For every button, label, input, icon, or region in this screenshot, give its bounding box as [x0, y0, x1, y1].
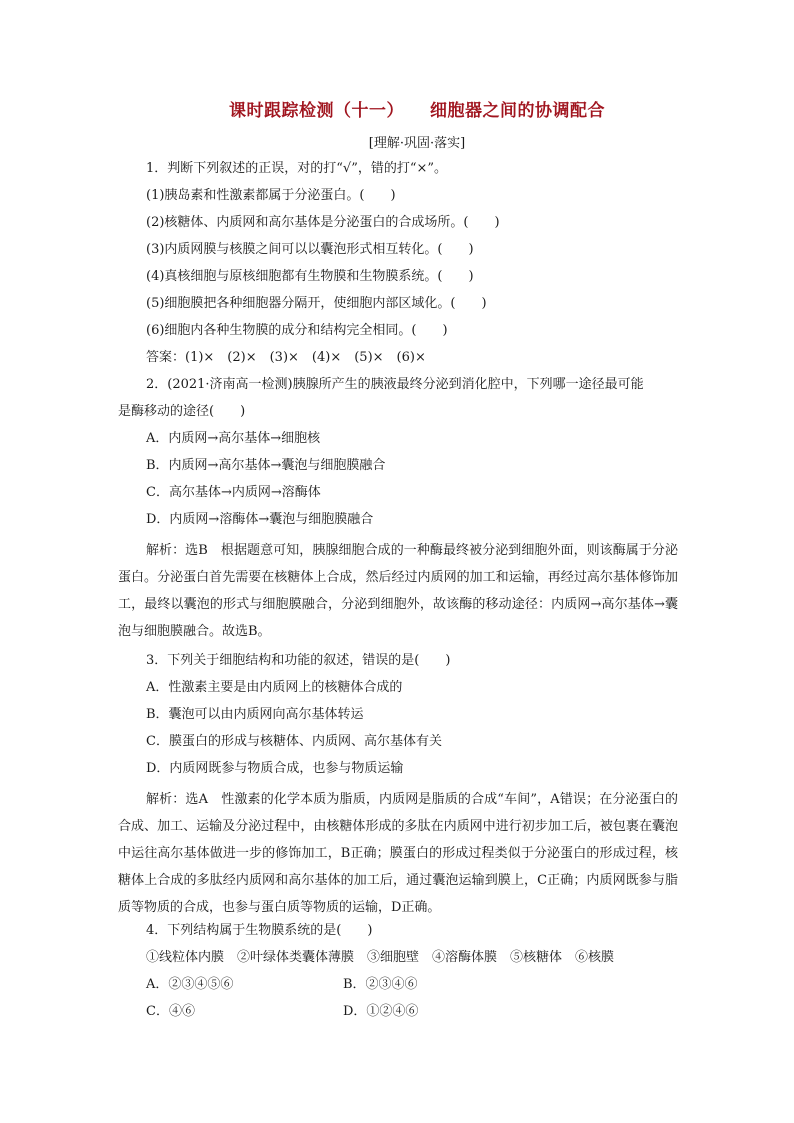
q3-option-d: D．内质网既参与物质合成，也参与物质运输	[146, 761, 404, 776]
q4-option-d: D．①②④⑥	[343, 1004, 419, 1019]
q1-item-5: (5)细胞膜把各种细胞器分隔开，使细胞内部区域化。( )	[146, 296, 487, 311]
title-part2: 细胞器之间的协调配合	[430, 101, 605, 121]
q4-option-c: C．④⑥	[146, 1004, 195, 1019]
q4-option-a: A．②③④⑤⑥	[146, 977, 234, 992]
q2-option-d: D．内质网→溶酶体→囊泡与细胞膜融合	[146, 512, 374, 527]
q2-stem-line2: 是酶移动的途径( )	[118, 404, 246, 419]
q1-answer: 答案：(1)× (2)× (3)× (4)× (5)× (6)×	[146, 350, 426, 365]
q1-item-1: (1)胰岛素和性激素都属于分泌蛋白。( )	[146, 188, 396, 203]
q1-item-3: (3)内质网膜与核膜之间可以以囊泡形式相互转化。( )	[146, 242, 474, 257]
q1-item-2: (2)核糖体、内质网和高尔基体是分泌蛋白的合成场所。( )	[146, 215, 500, 230]
q4-stem: 4．下列结构属于生物膜系统的是( )	[146, 923, 373, 938]
q3-option-a: A．性激素主要是由内质网上的核糖体合成的	[146, 680, 403, 695]
q3-option-c: C．膜蛋白的形成与核糖体、内质网、高尔基体有关	[146, 734, 442, 749]
q4-option-b: B．②③④⑥	[343, 977, 418, 992]
q2-analysis: 解析：选B 根据题意可知，胰腺细胞合成的一种酶最终被分泌到细胞外面，则该酶属于分泌蛋白。分泌蛋白首先需要在核糖体上合成，然后经过内质网的加工和运输，再经过高尔基体修饰加工，最终以囊泡的形式与细胞膜融合，分泌到细胞外，故该酶的移动途径：内质网→高尔基体→囊泡与细胞膜融合。故选B。	[118, 543, 678, 639]
q3-stem: 3．下列关于细胞结构和功能的叙述，错误的是( )	[146, 653, 451, 668]
q3-option-b: B．囊泡可以由内质网向高尔基体转运	[146, 707, 364, 722]
q4-structure-list: ①线粒体内膜 ②叶绿体类囊体薄膜 ③细胞壁 ④溶酶体膜 ⑤核糖体 ⑥核膜	[146, 950, 615, 965]
q2-option-c: C．高尔基体→内质网→溶酶体	[146, 485, 321, 500]
q1-stem: 1．判断下列叙述的正误，对的打“√”，错的打“×”。	[146, 161, 448, 176]
q2-option-b: B．内质网→高尔基体→囊泡与细胞膜融合	[146, 458, 386, 473]
q1-item-4: (4)真核细胞与原核细胞都有生物膜和生物膜系统。( )	[146, 269, 474, 284]
q3-analysis: 解析：选A 性激素的化学本质为脂质，内质网是脂质的合成“车间”，A错误；在分泌蛋白的合成、加工、运输及分泌过程中，由核糖体形成的多肽在内质网中进行初步加工后，被包裹在囊泡中运往高尔基体做进一步的修饰加工，B正确；膜蛋白的形成过程类似于分泌蛋白的形成过程，核糖体上合成的多肽经内质网和高尔基体的加工后，通过囊泡运输到膜上，C正确；内质网既参与脂质等物质的合成，也参与蛋白质等物质的运输，D正确。	[118, 792, 678, 915]
section-subtitle: [理解·巩固·落实]	[368, 136, 466, 151]
q2-option-a: A．内质网→高尔基体→细胞核	[146, 431, 321, 446]
page-title	[0, 96, 794, 121]
q2-stem-line1: 2．(2021·济南高一检测)胰腺所产生的胰液最终分泌到消化腔中，下列哪一途径最可能	[146, 377, 644, 392]
title-part1: 课时跟踪检测（十一）	[229, 101, 404, 121]
q1-item-6: (6)细胞内各种生物膜的成分和结构完全相同。( )	[146, 323, 448, 338]
